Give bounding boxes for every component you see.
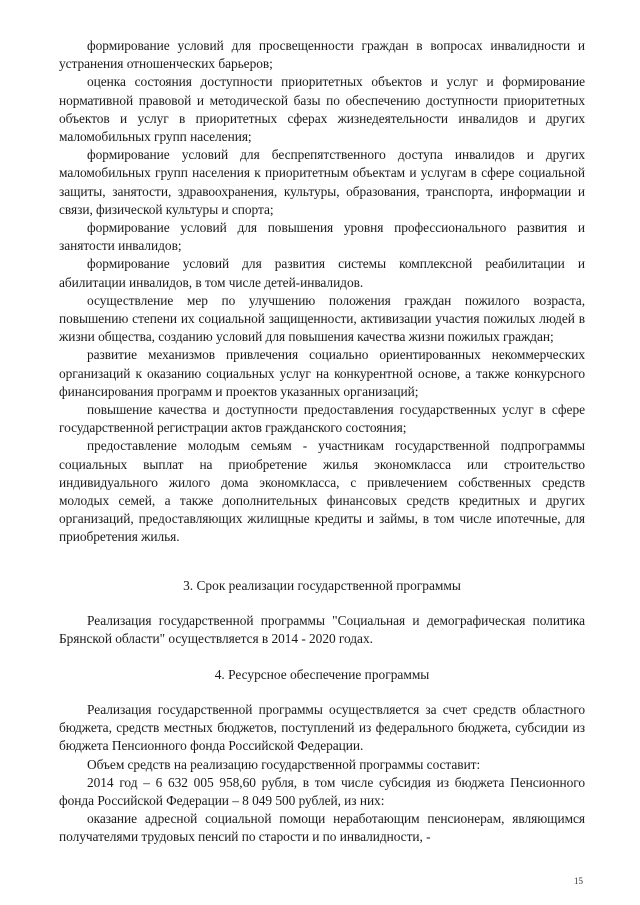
section-3-body: [59, 612, 585, 648]
goals-list: [59, 37, 585, 547]
section-3-paragraph: Реализация государственной программы "Социальная и демографическая политика Брянской области" осуществляется в 2014 - 2020 годах.: [59, 613, 585, 647]
section-4-paragraph: 2014 год – 6 632 005 958,60 рубля, в том числе субсидия из бюджета Пенсионного фонда Российской Федерации – 8 049 500 рублей, из них:: [59, 774, 585, 809]
list-item: формирование условий для беспрепятственного доступа инвалидов и других маломобильных групп населения к приоритетным объектам и услугам в сфере социальной защиты, занятости, здравоохранения, культуры, образования, транспорта, информации и связи, физической культуры и спорта;: [59, 147, 585, 217]
list-item: осуществление мер по улучшению положения граждан пожилого возраста, повышению степени их социальной защищенности, активизации участия пожилых людей в жизни общества, созданию условий для повышения качества жизни пожилых граждан;: [59, 292, 585, 345]
section-4-paragraph: оказание адресной социальной помощи неработающим пенсионерам, являющимся получателями трудовых пенсий по старости и по инвалидности, -: [59, 811, 585, 845]
section-4-paragraph: Реализация государственной программы осуществляется за счет средств областного бюджета, средств местных бюджетов, поступлений из федерального бюджета, субсидии из бюджета Пенсионного фонда Российской Федерации.: [59, 702, 585, 754]
section-4-body: [59, 701, 585, 847]
section-3-heading: 3. Срок реализации государственной программы: [183, 578, 461, 593]
list-item: предоставление молодым семьям - участникам государственной подпрограммы социальных выплат на приобретение жилья экономкласса или строительство индивидуального жилого дома экономкласса, с привлечением собственных средств молодых семей, а также дополнительных финансовых средств кредитных и других организаций, предоставляющих жилищные кредиты и займы, в том числе ипотечные, для приобретения жилья.: [59, 438, 585, 545]
section-4-paragraph: Объем средств на реализацию государственной программы составит:: [87, 756, 481, 772]
list-item: развитие механизмов привлечения социально ориентированных некоммерческих организаций к оказанию социальных услуг на конкурентной основе, а также конкурсного финансирования программ и проектов указанных организаций;: [59, 347, 585, 399]
list-item: формирование условий для развития системы комплексной реабилитации и абилитации инвалидов, в том числе детей-инвалидов.: [59, 256, 585, 290]
section-4-heading: 4. Ресурсное обеспечение программы: [214, 667, 430, 682]
page-number: 15: [574, 876, 583, 886]
list-item: оценка состояния доступности приоритетных объектов и услуг и формирование нормативной правовой и методической базы по обеспечению доступности приоритетных объектов и услуг в приоритетных сферах жизнедеятельности инвалидов и других маломобильных групп населения;: [59, 74, 585, 145]
list-item: формирование условий для просвещенности граждан в вопросах инвалидности и устранения отношенческих барьеров;: [59, 38, 585, 72]
list-item: повышение качества и доступности предоставления государственных услуг в сфере государственной регистрации актов гражданского состояния;: [59, 402, 585, 436]
list-item: формирование условий для повышения уровня профессионального развития и занятости инвалидов;: [59, 220, 585, 254]
